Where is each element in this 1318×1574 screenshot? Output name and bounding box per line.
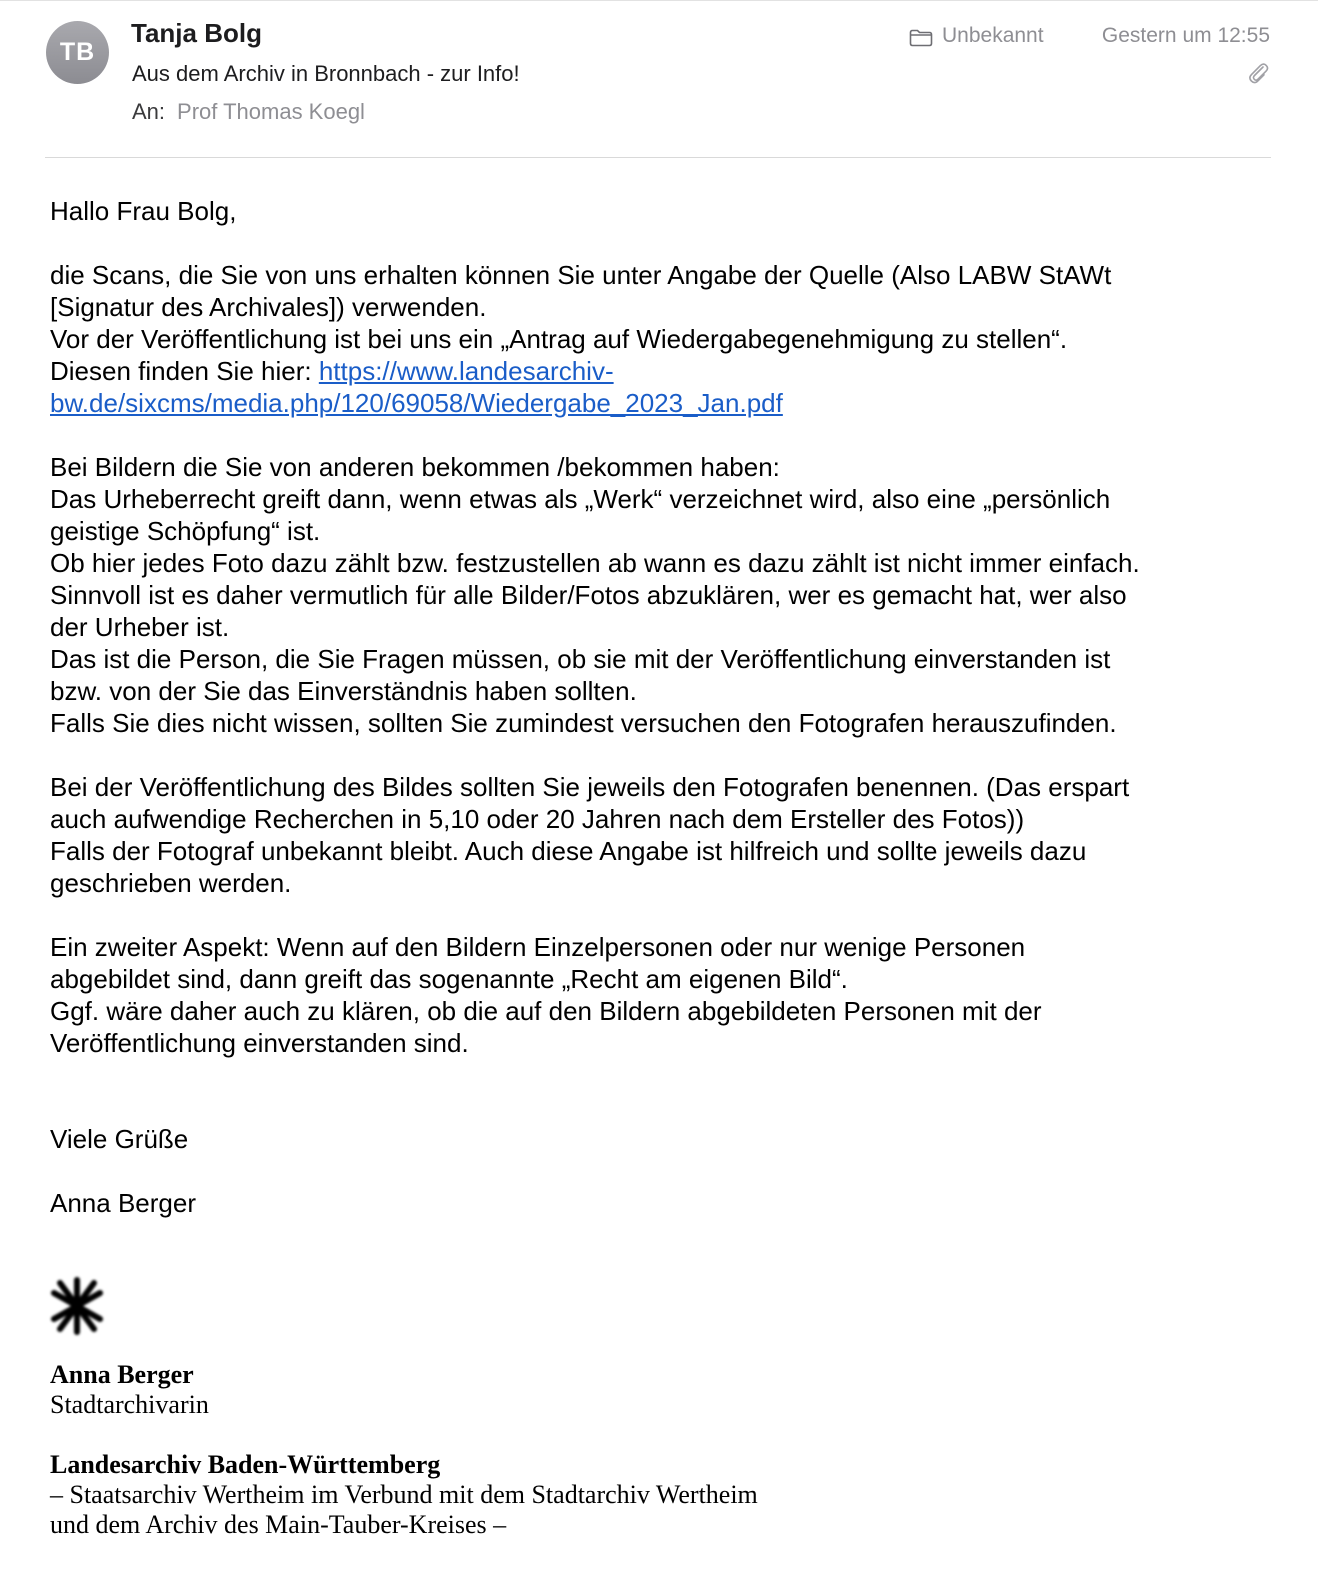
body-line (50, 355, 1290, 387)
sender-avatar[interactable]: TB (46, 21, 109, 84)
closing-name: Anna Berger (50, 1188, 196, 1218)
body-line: Ob hier jedes Foto dazu zählt bzw. festzustellen ab wann es dazu zählt ist nicht immer einfach. (50, 548, 1140, 578)
body-line: Veröffentlichung einverstanden sind. (50, 1028, 469, 1058)
body-text: Diesen finden Sie hier: (50, 356, 319, 386)
closing: Viele Grüße (50, 1124, 189, 1154)
signature-role: Stadtarchivarin (50, 1390, 209, 1419)
body-line: Ein zweiter Aspekt: Wenn auf den Bildern Einzelpersonen oder nur wenige Personen (50, 932, 1026, 962)
body-line: Das ist die Person, die Sie Fragen müssen, ob sie mit der Veröffentlichung einverstanden ist (50, 644, 1111, 674)
body-line: Falls Sie dies nicht wissen, sollten Sie zumindest versuchen den Fotografen herauszufinden. (50, 708, 1117, 738)
greeting: Hallo Frau Bolg, (50, 196, 237, 226)
body-line: Bei Bildern die Sie von anderen bekommen /bekommen haben: (50, 452, 780, 482)
body-line: Vor der Veröffentlichung ist bei uns ein „Antrag auf Wiedergabegenehmigung zu stellen“. (50, 324, 1068, 354)
form-link[interactable]: https://www.landesarchiv- (318, 356, 614, 386)
form-link-continued[interactable]: bw.de/sixcms/media.php/120/69058/Wiedergabe_2023_Jan.pdf (50, 388, 783, 418)
folder-icon (909, 29, 933, 47)
body-line: der Urheber ist. (50, 612, 230, 642)
body-line: bzw. von der Sie das Einverständnis haben sollten. (50, 676, 637, 706)
signature-org-line: und dem Archiv des Main-Tauber-Kreises – (50, 1510, 507, 1539)
header-divider (45, 157, 1271, 158)
body-line: die Scans, die Sie von uns erhalten können Sie unter Angabe der Quelle (Also LABW StAWt (50, 260, 1112, 290)
sender-name[interactable]: Tanja Bolg (131, 18, 262, 48)
recipient-row (132, 99, 365, 125)
signature-organization: Landesarchiv Baden-Württemberg (50, 1450, 441, 1479)
body-line: Sinnvoll ist es daher vermutlich für alle Bilder/Fotos abzuklären, wer es gemacht hat, wer also (50, 580, 1127, 610)
signature-org-line: – Staatsarchiv Wertheim im Verbund mit dem Stadtarchiv Wertheim (50, 1480, 758, 1509)
body-line: [Signatur des Archivales]) verwenden. (50, 292, 487, 322)
message-header (0, 0, 1318, 160)
message-date: Gestern um 12:55 (1101, 24, 1270, 47)
body-line: geistige Schöpfung“ ist. (50, 516, 321, 546)
email-signature (50, 1360, 758, 1540)
message-body (50, 195, 1290, 1219)
mailbox-folder[interactable]: Unbekannt (942, 24, 1044, 47)
recipient-name[interactable]: Prof Thomas Koegl (177, 99, 365, 124)
body-line: Das Urheberrecht greift dann, wenn etwas als „Werk“ verzeichnet wird, also eine „persönlich (50, 484, 1111, 514)
body-line: Falls der Fotograf unbekannt bleibt. Auch diese Angabe ist hilfreich und sollte jeweils dazu (50, 836, 1087, 866)
body-line: Bei der Veröffentlichung des Bildes sollten Sie jeweils den Fotografen benennen. (Das erspart (50, 772, 1130, 802)
asterisk-logo-icon (46, 1275, 108, 1337)
body-line (50, 387, 1290, 419)
body-line: auch aufwendige Recherchen in 5,10 oder 20 Jahren nach dem Ersteller des Fotos)) (50, 804, 1025, 834)
message-subject: Aus dem Archiv in Bronnbach - zur Info! (132, 61, 520, 86)
body-line: abgebildet sind, dann greift das sogenannte „Recht am eigenen Bild“. (50, 964, 848, 994)
body-line: geschrieben werden. (50, 868, 292, 898)
signature-name: Anna Berger (50, 1360, 194, 1389)
paperclip-icon[interactable] (1246, 60, 1270, 86)
to-label: An: (132, 99, 166, 124)
body-line: Ggf. wäre daher auch zu klären, ob die auf den Bildern abgebildeten Personen mit der (50, 996, 1042, 1026)
